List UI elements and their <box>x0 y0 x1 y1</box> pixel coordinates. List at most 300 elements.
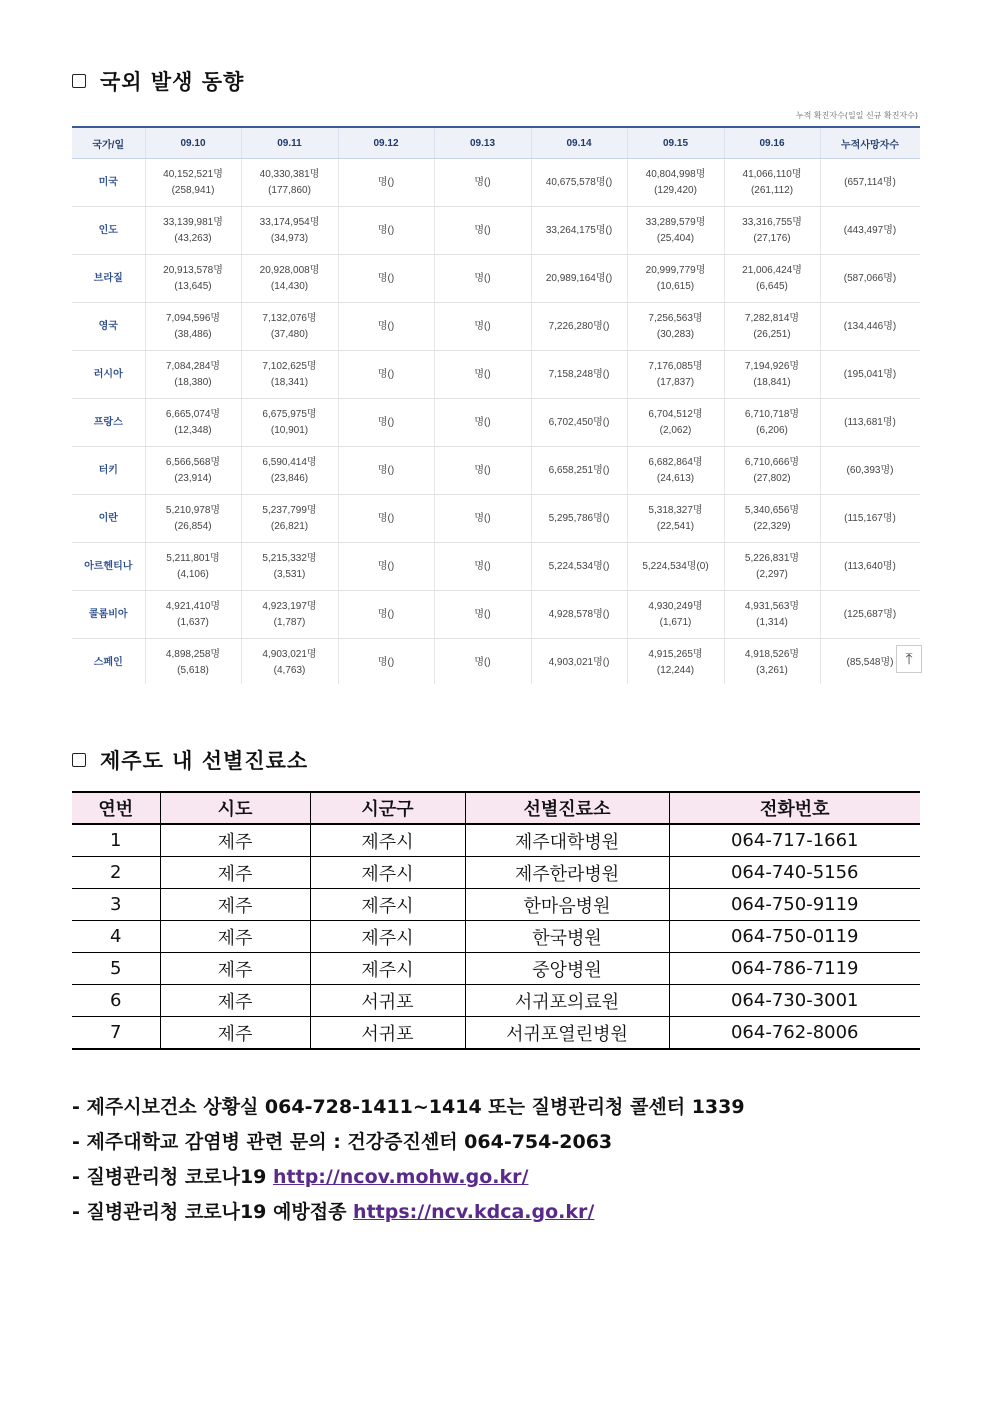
info-line-kdca-vaccine <box>72 1195 745 1230</box>
data-cell <box>434 207 531 255</box>
cumulative-value: 5,211,801명 <box>166 552 220 564</box>
cumulative-value: 33,139,981명 <box>163 216 223 228</box>
cumulative-value: 40,330,381명 <box>259 168 320 180</box>
cumulative-value: 명() <box>474 512 491 524</box>
table-cell: 제주 <box>160 985 310 1017</box>
table-cell: 제주 <box>160 921 310 953</box>
cumulative-value: 명() <box>474 656 491 668</box>
data-cell <box>627 543 724 591</box>
data-cell <box>241 399 338 447</box>
daily-value: (13,645) <box>174 280 212 292</box>
column-header: 09.12 <box>338 127 434 159</box>
cumulative-value: 명() <box>377 656 395 668</box>
data-cell <box>145 447 241 495</box>
table-cell: 서귀포 <box>310 1017 465 1050</box>
cumulative-value: 명() <box>377 320 395 332</box>
overseas-table-container <box>72 126 920 684</box>
data-cell <box>145 495 241 543</box>
data-cell <box>531 399 627 447</box>
table-cell: 2 <box>72 857 160 889</box>
data-cell <box>820 591 920 639</box>
data-cell <box>531 159 627 207</box>
cumulative-value: 5,340,656명 <box>744 504 800 516</box>
data-cell <box>434 591 531 639</box>
table-cell: 064-762-8006 <box>669 1017 920 1050</box>
data-cell <box>241 591 338 639</box>
cumulative-value: 5,210,978명 <box>165 504 221 516</box>
cumulative-value: 40,804,998명 <box>645 168 706 180</box>
table-cell: 064-740-5156 <box>669 857 920 889</box>
checkbox-icon <box>72 753 86 767</box>
data-cell <box>724 495 820 543</box>
data-cell <box>531 255 627 303</box>
data-cell <box>724 303 820 351</box>
daily-value: (10,901) <box>270 424 309 436</box>
cumulative-value: 4,903,021명() <box>548 656 610 668</box>
cumulative-value: 명() <box>377 224 395 236</box>
daily-value: (5,618) <box>177 664 209 676</box>
data-cell <box>531 207 627 255</box>
cumulative-value: 6,702,450명() <box>548 416 610 428</box>
data-cell <box>145 399 241 447</box>
data-cell <box>145 255 241 303</box>
table-row <box>72 303 920 351</box>
cumulative-value: 6,658,251명() <box>548 464 610 476</box>
data-cell <box>531 495 627 543</box>
table-cell: 제주한라병원 <box>465 857 669 889</box>
daily-value: (26,854) <box>174 520 212 532</box>
table-cell: 3 <box>72 889 160 921</box>
data-cell <box>338 543 434 591</box>
data-cell <box>145 159 241 207</box>
cumulative-value: 4,918,526명 <box>744 648 800 660</box>
data-cell <box>820 447 920 495</box>
data-cell <box>627 351 724 399</box>
data-cell <box>531 351 627 399</box>
daily-value: (26,251) <box>753 328 791 340</box>
data-cell <box>820 255 920 303</box>
cumulative-value: 명() <box>474 416 491 428</box>
data-cell <box>627 207 724 255</box>
cumulative-value: 4,921,410명 <box>165 600 221 612</box>
cumulative-value: 4,898,258명 <box>165 648 221 660</box>
daily-value: (1,787) <box>273 616 306 628</box>
daily-value: (261,112) <box>750 184 794 196</box>
country-cell: 이란 <box>72 495 145 543</box>
data-cell <box>724 447 820 495</box>
data-cell <box>434 351 531 399</box>
daily-value: (34,973) <box>270 232 309 244</box>
data-cell <box>434 255 531 303</box>
cumulative-value: 40,152,521명 <box>163 168 223 180</box>
daily-value: (258,941) <box>171 184 215 196</box>
data-cell <box>241 351 338 399</box>
column-header: 09.11 <box>241 127 338 159</box>
cumulative-value: (125,687명) <box>843 608 897 620</box>
cumulative-value: 5,224,534명(0) <box>642 560 709 572</box>
column-header: 전화번호 <box>669 792 920 824</box>
data-cell <box>627 639 724 685</box>
cumulative-value: 6,710,718명 <box>744 408 800 420</box>
column-header: 09.16 <box>724 127 820 159</box>
data-cell <box>820 351 920 399</box>
cumulative-value: (115,167명) <box>844 512 896 524</box>
section-title: 국외 발생 동향 <box>100 70 245 94</box>
table-cell: 064-750-9119 <box>669 889 920 921</box>
cumulative-value: 20,989,164명() <box>545 272 613 284</box>
cumulative-value: 7,132,076명 <box>262 312 317 324</box>
data-cell <box>434 447 531 495</box>
info-label: - 질병관리청 코로나19 예방접종 <box>72 1201 354 1223</box>
data-cell <box>434 495 531 543</box>
cumulative-value: 7,102,625명 <box>262 360 317 372</box>
table-row <box>72 543 920 591</box>
data-cell <box>531 639 627 685</box>
table-cell: 064-730-3001 <box>669 985 920 1017</box>
cumulative-value: 7,282,814명 <box>744 312 800 324</box>
cumulative-value: 명() <box>377 512 395 524</box>
data-cell <box>338 399 434 447</box>
data-cell <box>627 255 724 303</box>
cumulative-value: 7,094,596명 <box>165 312 221 324</box>
table-row <box>72 495 920 543</box>
data-cell <box>531 447 627 495</box>
cumulative-value: 33,289,579명 <box>645 216 706 228</box>
cumulative-value: 41,066,110명 <box>742 168 802 180</box>
daily-value: (3,531) <box>273 568 306 580</box>
data-cell <box>241 495 338 543</box>
cumulative-value: (587,066명) <box>843 272 897 284</box>
cumulative-value: 명() <box>474 608 491 620</box>
daily-value: (1,637) <box>177 616 209 628</box>
data-cell <box>627 303 724 351</box>
data-cell <box>724 159 820 207</box>
cumulative-value: 명() <box>377 416 395 428</box>
daily-value: (1,314) <box>756 616 788 628</box>
cumulative-value: 33,264,175명() <box>545 224 613 236</box>
data-cell <box>820 543 920 591</box>
data-cell <box>627 399 724 447</box>
daily-value: (1,671) <box>659 616 692 628</box>
data-cell <box>531 303 627 351</box>
info-line-kdca-covid <box>72 1160 745 1195</box>
table-header-row <box>72 127 920 159</box>
table-cell: 064-717-1661 <box>669 824 920 857</box>
data-cell <box>145 543 241 591</box>
cumulative-value: 21,006,424명 <box>742 264 802 276</box>
cumulative-value: (195,041명) <box>843 368 897 380</box>
table-cell: 제주 <box>160 857 310 889</box>
screening-clinic-table <box>72 791 920 1050</box>
cumulative-value: 33,316,755명 <box>742 216 802 228</box>
data-cell <box>724 255 820 303</box>
cumulative-value: 7,226,280명() <box>548 320 610 332</box>
daily-value: (18,380) <box>174 376 212 388</box>
cumulative-value: 5,215,332명 <box>262 552 317 564</box>
cumulative-value: 4,915,265명 <box>648 648 703 660</box>
daily-value: (27,176) <box>753 232 791 244</box>
cumulative-value: 6,675,975명 <box>262 408 317 420</box>
daily-value: (30,283) <box>656 328 695 340</box>
cumulative-value: 6,682,864명 <box>648 456 703 468</box>
country-cell: 브라질 <box>72 255 145 303</box>
data-cell <box>338 207 434 255</box>
daily-value: (18,841) <box>753 376 791 388</box>
cumulative-value: 5,226,831명 <box>744 552 800 564</box>
overseas-cases-table <box>72 126 920 684</box>
data-cell <box>241 303 338 351</box>
data-cell <box>724 207 820 255</box>
cumulative-value: 명() <box>377 560 395 572</box>
country-cell: 터키 <box>72 447 145 495</box>
data-cell <box>145 351 241 399</box>
cumulative-value: 6,665,074명 <box>165 408 221 420</box>
cumulative-value: 명() <box>377 176 395 188</box>
data-cell <box>241 255 338 303</box>
cumulative-value: 명() <box>377 272 395 284</box>
section-title: 제주도 내 선별진료소 <box>100 749 309 773</box>
table-row <box>72 639 920 685</box>
column-header: 시군구 <box>310 792 465 824</box>
table-header-row <box>72 792 920 824</box>
info-line-university: - 제주대학교 감염병 관련 문의 : 건강증진센터 064-754-2063 <box>72 1131 613 1153</box>
data-cell <box>338 591 434 639</box>
table-cell: 제주시 <box>310 857 465 889</box>
data-cell <box>241 207 338 255</box>
table-cell: 6 <box>72 985 160 1017</box>
daily-value: (38,486) <box>174 328 212 340</box>
cumulative-value: 7,176,085명 <box>648 360 703 372</box>
column-header: 09.10 <box>145 127 241 159</box>
table-cell: 중앙병원 <box>465 953 669 985</box>
cumulative-value: 6,566,568명 <box>165 456 221 468</box>
cumulative-value: (134,446명) <box>843 320 897 332</box>
table-cell: 서귀포열린병원 <box>465 1017 669 1050</box>
data-cell <box>724 351 820 399</box>
data-cell <box>241 159 338 207</box>
cumulative-value: 명() <box>377 608 395 620</box>
data-cell <box>241 447 338 495</box>
daily-value: (2,062) <box>659 424 692 436</box>
table-cell: 7 <box>72 1017 160 1050</box>
table-cell: 서귀포 <box>310 985 465 1017</box>
info-label: - 질병관리청 코로나19 <box>72 1166 274 1188</box>
table-row <box>72 351 920 399</box>
daily-value: (129,420) <box>654 184 697 196</box>
daily-value: (26,821) <box>270 520 309 532</box>
cumulative-value: 5,318,327명 <box>648 504 703 516</box>
cumulative-value: (113,640명) <box>844 560 896 572</box>
table-row <box>72 824 920 857</box>
cumulative-value: 명() <box>474 272 491 284</box>
column-header: 국가/일 <box>72 127 145 159</box>
cumulative-value: 4,903,021명 <box>262 648 317 660</box>
cumulative-value: 20,928,008명 <box>259 264 320 276</box>
data-cell <box>145 303 241 351</box>
cumulative-value: 40,675,578명() <box>545 176 613 188</box>
country-cell: 스페인 <box>72 639 145 685</box>
data-cell <box>627 159 724 207</box>
column-header: 연번 <box>72 792 160 824</box>
country-cell: 프랑스 <box>72 399 145 447</box>
cumulative-value: 명() <box>474 368 491 380</box>
daily-value: (37,480) <box>270 328 309 340</box>
table-cell: 4 <box>72 921 160 953</box>
data-cell <box>434 399 531 447</box>
daily-value: (25,404) <box>656 232 695 244</box>
data-cell <box>820 495 920 543</box>
cumulative-value: 명() <box>474 224 491 236</box>
cumulative-value: 4,923,197명 <box>262 600 317 612</box>
data-cell <box>627 591 724 639</box>
table-cell: 제주시 <box>310 889 465 921</box>
daily-value: (4,763) <box>273 664 306 676</box>
daily-value: (23,846) <box>270 472 309 484</box>
table-cell: 한국병원 <box>465 921 669 953</box>
country-cell: 콜롬비아 <box>72 591 145 639</box>
daily-value: (23,914) <box>174 472 212 484</box>
data-cell <box>820 207 920 255</box>
daily-value: (6,645) <box>756 280 788 292</box>
data-cell <box>434 159 531 207</box>
section-heading-overseas <box>72 66 244 96</box>
cumulative-value: 4,931,563명 <box>744 600 800 612</box>
cumulative-value: 명() <box>474 176 491 188</box>
cumulative-value: 20,913,578명 <box>163 264 223 276</box>
cumulative-value: 명() <box>377 464 395 476</box>
data-cell <box>627 447 724 495</box>
data-cell <box>338 351 434 399</box>
table-row <box>72 889 920 921</box>
data-cell <box>820 399 920 447</box>
cumulative-value: (85,548명) <box>846 656 894 668</box>
daily-value: (14,430) <box>270 280 309 292</box>
cumulative-value: (113,681명) <box>844 416 896 428</box>
cumulative-value: 5,224,534명() <box>548 560 610 572</box>
data-cell <box>145 591 241 639</box>
table-row <box>72 255 920 303</box>
table-cell: 서귀포의료원 <box>465 985 669 1017</box>
table-row <box>72 953 920 985</box>
table-row <box>72 857 920 889</box>
column-header: 선별진료소 <box>465 792 669 824</box>
table-cell: 제주시 <box>310 824 465 857</box>
table-cell: 제주시 <box>310 921 465 953</box>
data-cell <box>434 543 531 591</box>
cumulative-value: 6,710,666명 <box>744 456 800 468</box>
table-row <box>72 985 920 1017</box>
data-cell <box>338 447 434 495</box>
table-cell: 5 <box>72 953 160 985</box>
daily-value: (4,106) <box>177 568 209 580</box>
data-cell <box>338 495 434 543</box>
daily-value: (43,263) <box>174 232 212 244</box>
daily-value: (6,206) <box>756 424 788 436</box>
table-cell: 제주시 <box>310 953 465 985</box>
section-heading-clinics <box>72 745 308 775</box>
column-header: 09.13 <box>434 127 531 159</box>
data-cell <box>145 207 241 255</box>
scroll-to-top-button[interactable] <box>896 645 922 673</box>
data-cell <box>241 543 338 591</box>
data-cell <box>434 303 531 351</box>
data-cell <box>531 543 627 591</box>
arrow-up-to-line-icon: ⤒ <box>905 649 913 668</box>
daily-value: (18,341) <box>270 376 309 388</box>
daily-value: (22,541) <box>656 520 695 532</box>
country-cell: 미국 <box>72 159 145 207</box>
data-cell <box>724 543 820 591</box>
cumulative-value: 7,084,284명 <box>165 360 221 372</box>
table-cell: 제주 <box>160 1017 310 1050</box>
data-cell <box>338 639 434 685</box>
daily-value: (22,329) <box>753 520 791 532</box>
data-cell <box>241 639 338 685</box>
daily-value: (3,261) <box>756 664 788 676</box>
data-cell <box>338 159 434 207</box>
data-cell <box>338 255 434 303</box>
table-row <box>72 921 920 953</box>
daily-value: (10,615) <box>656 280 695 292</box>
column-header: 시도 <box>160 792 310 824</box>
cumulative-value: 명() <box>474 464 491 476</box>
cumulative-value: 20,999,779명 <box>645 264 706 276</box>
table-note: 누적 확진자수(일일 신규 확진자수) <box>795 111 918 120</box>
data-cell <box>145 639 241 685</box>
cumulative-value: 7,256,563명 <box>648 312 703 324</box>
cumulative-value: 6,704,512명 <box>648 408 703 420</box>
cumulative-value: 명() <box>474 320 491 332</box>
daily-value: (24,613) <box>656 472 695 484</box>
table-row <box>72 159 920 207</box>
table-cell: 제주대학병원 <box>465 824 669 857</box>
country-cell: 영국 <box>72 303 145 351</box>
table-cell: 한마음병원 <box>465 889 669 921</box>
cumulative-value: 6,590,414명 <box>262 456 317 468</box>
cumulative-value: (443,497명) <box>843 224 897 236</box>
data-cell <box>627 495 724 543</box>
data-cell <box>434 639 531 685</box>
cumulative-value: (657,114명) <box>844 176 896 188</box>
cumulative-value: 5,237,799명 <box>262 504 317 516</box>
table-row <box>72 207 920 255</box>
cumulative-value: 7,194,926명 <box>744 360 800 372</box>
daily-value: (177,860) <box>268 184 311 196</box>
data-cell <box>724 639 820 685</box>
daily-value: (12,348) <box>174 424 212 436</box>
table-cell: 제주 <box>160 824 310 857</box>
column-header: 09.15 <box>627 127 724 159</box>
kdca-covid-link[interactable]: http://ncov.mohw.go.kr/ <box>273 1166 529 1188</box>
data-cell <box>820 303 920 351</box>
data-cell <box>338 303 434 351</box>
cumulative-value: 4,928,578명() <box>548 608 610 620</box>
cumulative-value: 4,930,249명 <box>648 600 703 612</box>
daily-value: (17,837) <box>656 376 695 388</box>
daily-value: (27,802) <box>753 472 791 484</box>
kdca-vaccine-link[interactable]: https://ncv.kdca.go.kr/ <box>353 1201 595 1223</box>
cumulative-value: 5,295,786명() <box>548 512 610 524</box>
daily-value: (12,244) <box>656 664 695 676</box>
data-cell <box>724 591 820 639</box>
country-cell: 인도 <box>72 207 145 255</box>
country-cell: 러시아 <box>72 351 145 399</box>
country-cell: 아르헨티나 <box>72 543 145 591</box>
table-cell: 1 <box>72 824 160 857</box>
data-cell <box>531 591 627 639</box>
cumulative-value: 33,174,954명 <box>259 216 320 228</box>
checkbox-icon <box>72 74 86 88</box>
